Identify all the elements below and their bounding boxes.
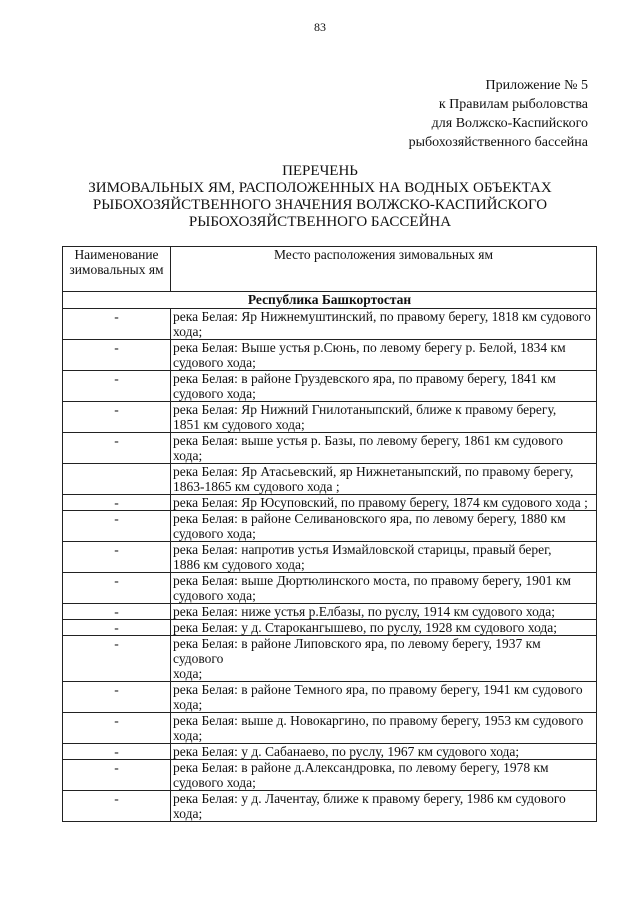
location-cell <box>171 604 597 620</box>
header-name-line: Наименование <box>74 247 159 262</box>
title-line: РЫБОХОЗЯЙСТВЕННОГО ЗНАЧЕНИЯ ВОЛЖСКО-КАСПИЙСКОГО <box>92 197 548 213</box>
row-marker: - <box>63 495 171 511</box>
section-title: Республика Башкортостан <box>63 292 597 309</box>
row-marker: - <box>63 744 171 760</box>
location-cell <box>171 309 597 340</box>
table-row <box>63 371 597 402</box>
location-text-line: река Белая: в районе Липовского яра, по левому берегу, 1937 км судового <box>173 636 541 666</box>
appendix-line: к Правилам рыболовства <box>438 97 588 112</box>
location-text-line: судового хода; <box>173 386 256 401</box>
location-text-line: река Белая: выше Дюртюлинского моста, по правому берегу, 1901 км <box>173 573 571 588</box>
row-marker: - <box>63 682 171 713</box>
appendix-line: для Волжско-Каспийского <box>431 116 588 131</box>
location-text-line: судового хода; <box>173 526 256 541</box>
table-row <box>63 620 597 636</box>
location-text-line: река Белая: Яр Нижний Гнилотаныпский, ближе к правому берегу, <box>173 402 557 417</box>
location-cell <box>171 495 597 511</box>
location-cell <box>171 371 597 402</box>
row-marker: - <box>63 573 171 604</box>
row-marker: - <box>63 791 171 822</box>
table-row <box>63 542 597 573</box>
title-line: РЫБОХОЗЯЙСТВЕННОГО БАССЕЙНА <box>188 214 452 230</box>
table-row <box>63 791 597 822</box>
location-cell <box>171 511 597 542</box>
location-cell <box>171 744 597 760</box>
location-text-line: река Белая: Яр Нижнемуштинский, по правому берегу, 1818 км судового <box>173 309 591 324</box>
row-marker: - <box>63 636 171 682</box>
row-marker: - <box>63 371 171 402</box>
location-cell <box>171 464 597 495</box>
appendix-line: Приложение № 5 <box>485 78 588 93</box>
location-text-line: река Белая: Яр Атасьевский, яр Нижнетаныпский, по правому берегу, <box>173 464 574 479</box>
location-text-line: хода; <box>173 697 203 712</box>
location-cell <box>171 760 597 791</box>
row-marker <box>63 464 171 495</box>
row-marker: - <box>63 402 171 433</box>
location-text-line: река Белая: выше д. Новокаргино, по правому берегу, 1953 км судового <box>173 713 584 728</box>
table-row <box>63 636 597 682</box>
location-text-line: река Белая: у д. Сабанаево, по руслу, 1967 км судового хода; <box>173 744 520 759</box>
title-line: ПЕРЕЧЕНЬ <box>282 163 358 179</box>
location-text-line: река Белая: в районе Селивановского яра, по левому берегу, 1880 км <box>173 511 566 526</box>
row-marker: - <box>63 713 171 744</box>
location-text-line: хода; <box>173 666 203 681</box>
location-text-line: река Белая: у д. Лачентау, ближе к правому берегу, 1986 км судового <box>173 791 566 806</box>
row-marker: - <box>63 604 171 620</box>
table-row <box>63 511 597 542</box>
table-row <box>63 682 597 713</box>
location-cell <box>171 620 597 636</box>
location-text-line: река Белая: ниже устья р.Елбазы, по руслу, 1914 км судового хода; <box>173 604 556 619</box>
location-text-line: река Белая: Яр Юсуповский, по правому берегу, 1874 км судового хода ; <box>173 495 588 510</box>
table-row <box>63 433 597 464</box>
table-row <box>63 464 597 495</box>
row-marker: - <box>63 433 171 464</box>
document-title <box>0 163 640 231</box>
row-marker: - <box>63 620 171 636</box>
location-text-line: река Белая: выше устья р. Базы, по левому берегу, 1861 км судового хода; <box>173 433 564 463</box>
location-text-line: хода; <box>173 324 203 339</box>
location-cell <box>171 636 597 682</box>
location-text-line: река Белая: у д. Старокангышево, по руслу, 1928 км судового хода; <box>173 620 558 635</box>
location-text-line: 1851 км судового хода; <box>173 417 305 432</box>
location-text-line: река Белая: в районе Груздевского яра, по правому берегу, 1841 км <box>173 371 556 386</box>
table-row <box>63 340 597 371</box>
page-number: 83 <box>314 20 326 34</box>
location-cell <box>171 791 597 822</box>
location-text-line: судового хода; <box>173 588 256 603</box>
header-name-column <box>63 247 171 292</box>
row-marker: - <box>63 542 171 573</box>
table-header-row <box>63 247 597 292</box>
row-marker: - <box>63 511 171 542</box>
row-marker: - <box>63 309 171 340</box>
title-line: ЗИМОВАЛЬНЫХ ЯМ, РАСПОЛОЖЕННЫХ НА ВОДНЫХ ОБЪЕКТАХ <box>88 180 552 196</box>
location-cell <box>171 682 597 713</box>
table-row <box>63 604 597 620</box>
row-marker: - <box>63 340 171 371</box>
table-row <box>63 402 597 433</box>
location-cell <box>171 433 597 464</box>
table-row <box>63 495 597 511</box>
location-cell <box>171 340 597 371</box>
location-text-line: хода; <box>173 806 203 821</box>
section-row <box>63 292 597 309</box>
row-marker: - <box>63 760 171 791</box>
location-text-line: судового хода; <box>173 355 256 370</box>
location-cell <box>171 542 597 573</box>
header-name-line: зимовальных ям <box>69 262 164 277</box>
location-cell <box>171 573 597 604</box>
location-cell <box>171 713 597 744</box>
appendix-line: рыбохозяйственного бассейна <box>408 135 588 150</box>
location-text-line: река Белая: Выше устья р.Сюнь, по левому берегу р. Белой, 1834 км <box>173 340 566 355</box>
location-text-line: судового хода; <box>173 775 256 790</box>
table-row <box>63 713 597 744</box>
table-row <box>63 309 597 340</box>
table-row <box>63 573 597 604</box>
header-place-column: Место расположения зимовальных ям <box>171 247 597 292</box>
location-text-line: река Белая: напротив устья Измайловской старицы, правый берег, <box>173 542 552 557</box>
table-row <box>63 760 597 791</box>
location-cell <box>171 402 597 433</box>
location-text-line: 1886 км судового хода; <box>173 557 305 572</box>
location-text-line: река Белая: в районе д.Александровка, по левому берегу, 1978 км <box>173 760 549 775</box>
location-text-line: хода; <box>173 728 203 743</box>
location-text-line: 1863-1865 км судового хода ; <box>173 479 340 494</box>
location-text-line: река Белая: в районе Темного яра, по правому берегу, 1941 км судового <box>173 682 583 697</box>
table-row <box>63 744 597 760</box>
appendix-block <box>288 76 588 152</box>
wintering-pits-table <box>62 246 597 822</box>
